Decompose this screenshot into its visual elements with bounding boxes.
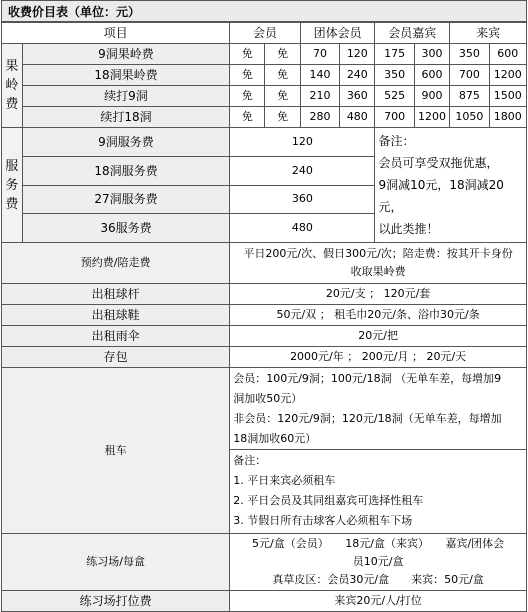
header-row xyxy=(2,23,527,44)
cell: 免 xyxy=(230,107,265,128)
cell: 1200 xyxy=(414,107,449,128)
cell: 240 xyxy=(230,156,375,185)
green-fee-row xyxy=(2,65,527,86)
header-guest: 会员嘉宾 xyxy=(375,23,450,44)
header-item: 项目 xyxy=(2,23,230,44)
cell: 240 xyxy=(340,65,375,86)
cell: 50元/双 ； 租毛巾20元/条、浴巾30元/条 xyxy=(230,305,527,326)
cell: 1500 xyxy=(489,86,526,107)
cell: 免 xyxy=(230,86,265,107)
cell: 875 xyxy=(450,86,489,107)
row-name: 存包 xyxy=(2,347,230,368)
row-name: 出租球鞋 xyxy=(2,305,230,326)
row-name: 9洞果岭费 xyxy=(22,44,229,65)
cell: 350 xyxy=(450,44,489,65)
booking-row xyxy=(2,243,527,284)
row-name: 27洞服务费 xyxy=(22,185,229,214)
cell: 600 xyxy=(414,65,449,86)
service-note: 备注： 会员可享受双拖优惠， 9洞减10元，18洞减20元， 以此类推！ xyxy=(375,128,527,243)
cell: 700 xyxy=(450,65,489,86)
price-table xyxy=(1,22,527,612)
cell: 免 xyxy=(265,107,300,128)
service-fee-row xyxy=(2,128,527,157)
cell: 360 xyxy=(230,185,375,214)
cart-value: 会员：100元/9洞；100元/18洞 （无单车差，每增加9 洞加收50元） 非会员：120元/9洞；120元/18洞（无单车差，每增加 18洞加收60元） 备注： 1. 平日来宾必须租车 2. 平日会员及其同组嘉宾可选择性租车 3. 节假日所有击球客人必须租车下场 xyxy=(230,368,527,534)
cell: 1800 xyxy=(489,107,526,128)
header-member: 会员 xyxy=(230,23,301,44)
cell: 360 xyxy=(340,86,375,107)
rental-row xyxy=(2,347,527,368)
header-visitor: 来宾 xyxy=(450,23,527,44)
cell: 来宾20元/人/打位 xyxy=(230,591,527,612)
cell: 210 xyxy=(300,86,339,107)
cell: 700 xyxy=(375,107,414,128)
cell: 480 xyxy=(340,107,375,128)
service-fee-label: 服 务 费 xyxy=(2,128,23,243)
cell: 900 xyxy=(414,86,449,107)
booking-value: 平日200元/次、假日300元/次；陪走费：按其开卡身份 收取果岭费 xyxy=(230,243,527,284)
range-value: 5元/盒（会员） 18元/盒（来宾） 嘉宾/团体会 员10元/盒 真草皮区：会员30元/盒 来宾：50元/盒 xyxy=(230,534,527,591)
range-bay-row xyxy=(2,591,527,612)
row-name: 36服务费 xyxy=(22,214,229,243)
cell: 70 xyxy=(300,44,339,65)
cell: 120 xyxy=(230,128,375,157)
cell: 免 xyxy=(265,86,300,107)
green-fee-row xyxy=(2,44,527,65)
row-name: 出租球杆 xyxy=(2,284,230,305)
green-fee-row xyxy=(2,107,527,128)
green-fee-row xyxy=(2,86,527,107)
cell: 480 xyxy=(230,214,375,243)
cell: 20元/把 xyxy=(230,326,527,347)
cell: 免 xyxy=(265,65,300,86)
cell: 2000元/年 ； 200元/月 ； 20元/天 xyxy=(230,347,527,368)
rental-row xyxy=(2,284,527,305)
row-name: 续打9洞 xyxy=(22,86,229,107)
cell: 350 xyxy=(375,65,414,86)
cell: 140 xyxy=(300,65,339,86)
page-title: 收费价目表（单位：元） xyxy=(1,0,527,22)
row-name: 练习场打位费 xyxy=(2,591,230,612)
price-list xyxy=(1,0,527,612)
cell: 175 xyxy=(375,44,414,65)
cell: 525 xyxy=(375,86,414,107)
cell: 1050 xyxy=(450,107,489,128)
header-team: 团体会员 xyxy=(300,23,375,44)
row-name: 预约费/陪走费 xyxy=(2,243,230,284)
cell: 280 xyxy=(300,107,339,128)
range-row xyxy=(2,534,527,591)
cell: 免 xyxy=(265,44,300,65)
cell: 20元/支 ； 120元/套 xyxy=(230,284,527,305)
cell: 120 xyxy=(340,44,375,65)
row-name: 9洞服务费 xyxy=(22,128,229,157)
row-name: 18洞果岭费 xyxy=(22,65,229,86)
rental-row xyxy=(2,305,527,326)
cell: 600 xyxy=(489,44,526,65)
row-name: 练习场/每盒 xyxy=(2,534,230,591)
cell: 1200 xyxy=(489,65,526,86)
green-fee-label: 果 岭 费 xyxy=(2,44,23,128)
rental-row xyxy=(2,326,527,347)
row-name: 出租雨伞 xyxy=(2,326,230,347)
row-name: 18洞服务费 xyxy=(22,156,229,185)
cell: 300 xyxy=(414,44,449,65)
cell: 免 xyxy=(230,44,265,65)
cell: 免 xyxy=(230,65,265,86)
cart-row xyxy=(2,368,527,534)
cart-notes: 备注： 1. 平日来宾必须租车 2. 平日会员及其同组嘉宾可选择性租车 3. 节假日所有击球客人必须租车下场 xyxy=(230,449,526,532)
row-name: 续打18洞 xyxy=(22,107,229,128)
row-name: 租车 xyxy=(2,368,230,534)
